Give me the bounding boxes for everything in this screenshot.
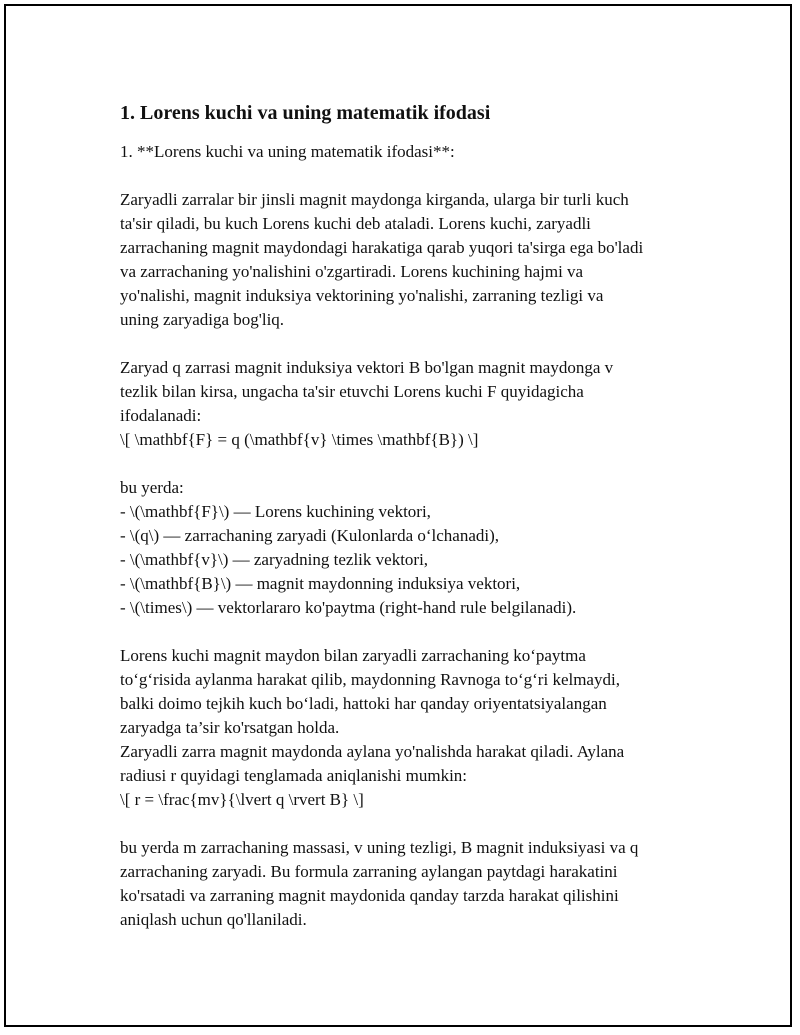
document-content (120, 100, 710, 932)
document-page (4, 4, 792, 1027)
document-title: 1. Lorens kuchi va uning matematik ifodasi (120, 102, 491, 124)
document-body: 1. **Lorens kuchi va uning matematik ifodasi**: Zaryadli zarralar bir jinsli magnit maydonga kirganda, ularga bir turli kuch ta'sir qiladi, bu kuch Lorens kuchi deb ataladi. Lorens kuchi, zaryadli zarrachaning magnit maydondagi harakatiga qarab yuqori ta'sirga ega bo'ladi va zarrachaning yo'nalishini o'zgartiradi. Lorens kuchining hajmi va yo'nalishi, magnit induksiya vektorining yo'nalishi, zarraning tezligi va uning zaryadiga bog'liq. Zaryad q zarrasi magnit induksiya vektori B bo'lgan magnit maydonga v tezlik bilan kirsa, ungacha ta'sir etuvchi Lorens kuchi F quyidagicha ifodalanadi: \[ \mathbf{F} = q (\mathbf{v} \times \mathbf{B}) \] bu yerda: - \(\mathbf{F}\) — Lorens kuchining vektori, - \(q\) — zarrachaning zaryadi (Kulonlarda o‘lchanadi), - \(\mathbf{v}\) — zaryadning tezlik vektori, - \(\mathbf{B}\) — magnit maydonning induksiya vektori, - \(\times\) — vektorlararo ko'paytma (right-hand rule belgilanadi). Lorens kuchi magnit maydon bilan zaryadli zarrachaning ko‘paytma to‘g‘risida aylanma harakat qilib, maydonning Ravnoga to‘g‘ri kelmaydi, balki doimo tejkih kuch bo‘ladi, hattoki har qanday oriyentatsiyalangan zaryadga ta’sir ko'rsatgan holda. Zaryadli zarra magnit maydonda aylana yo'nalishda harakat qiladi. Aylana radiusi r quyidagi tenglamada aniqlanishi mumkin: \[ r = \frac{mv}{\lvert q \rvert B} \] bu yerda m zarrachaning massasi, v uning tezligi, B magnit induksiyasi va q zarrachaning zaryadi. Bu formula zarraning aylangan paytdagi harakatini ko'rsatadi va zarraning magnit maydonida qanday tarzda harakat qilishini aniqlash uchun qo'llaniladi. (120, 142, 644, 929)
